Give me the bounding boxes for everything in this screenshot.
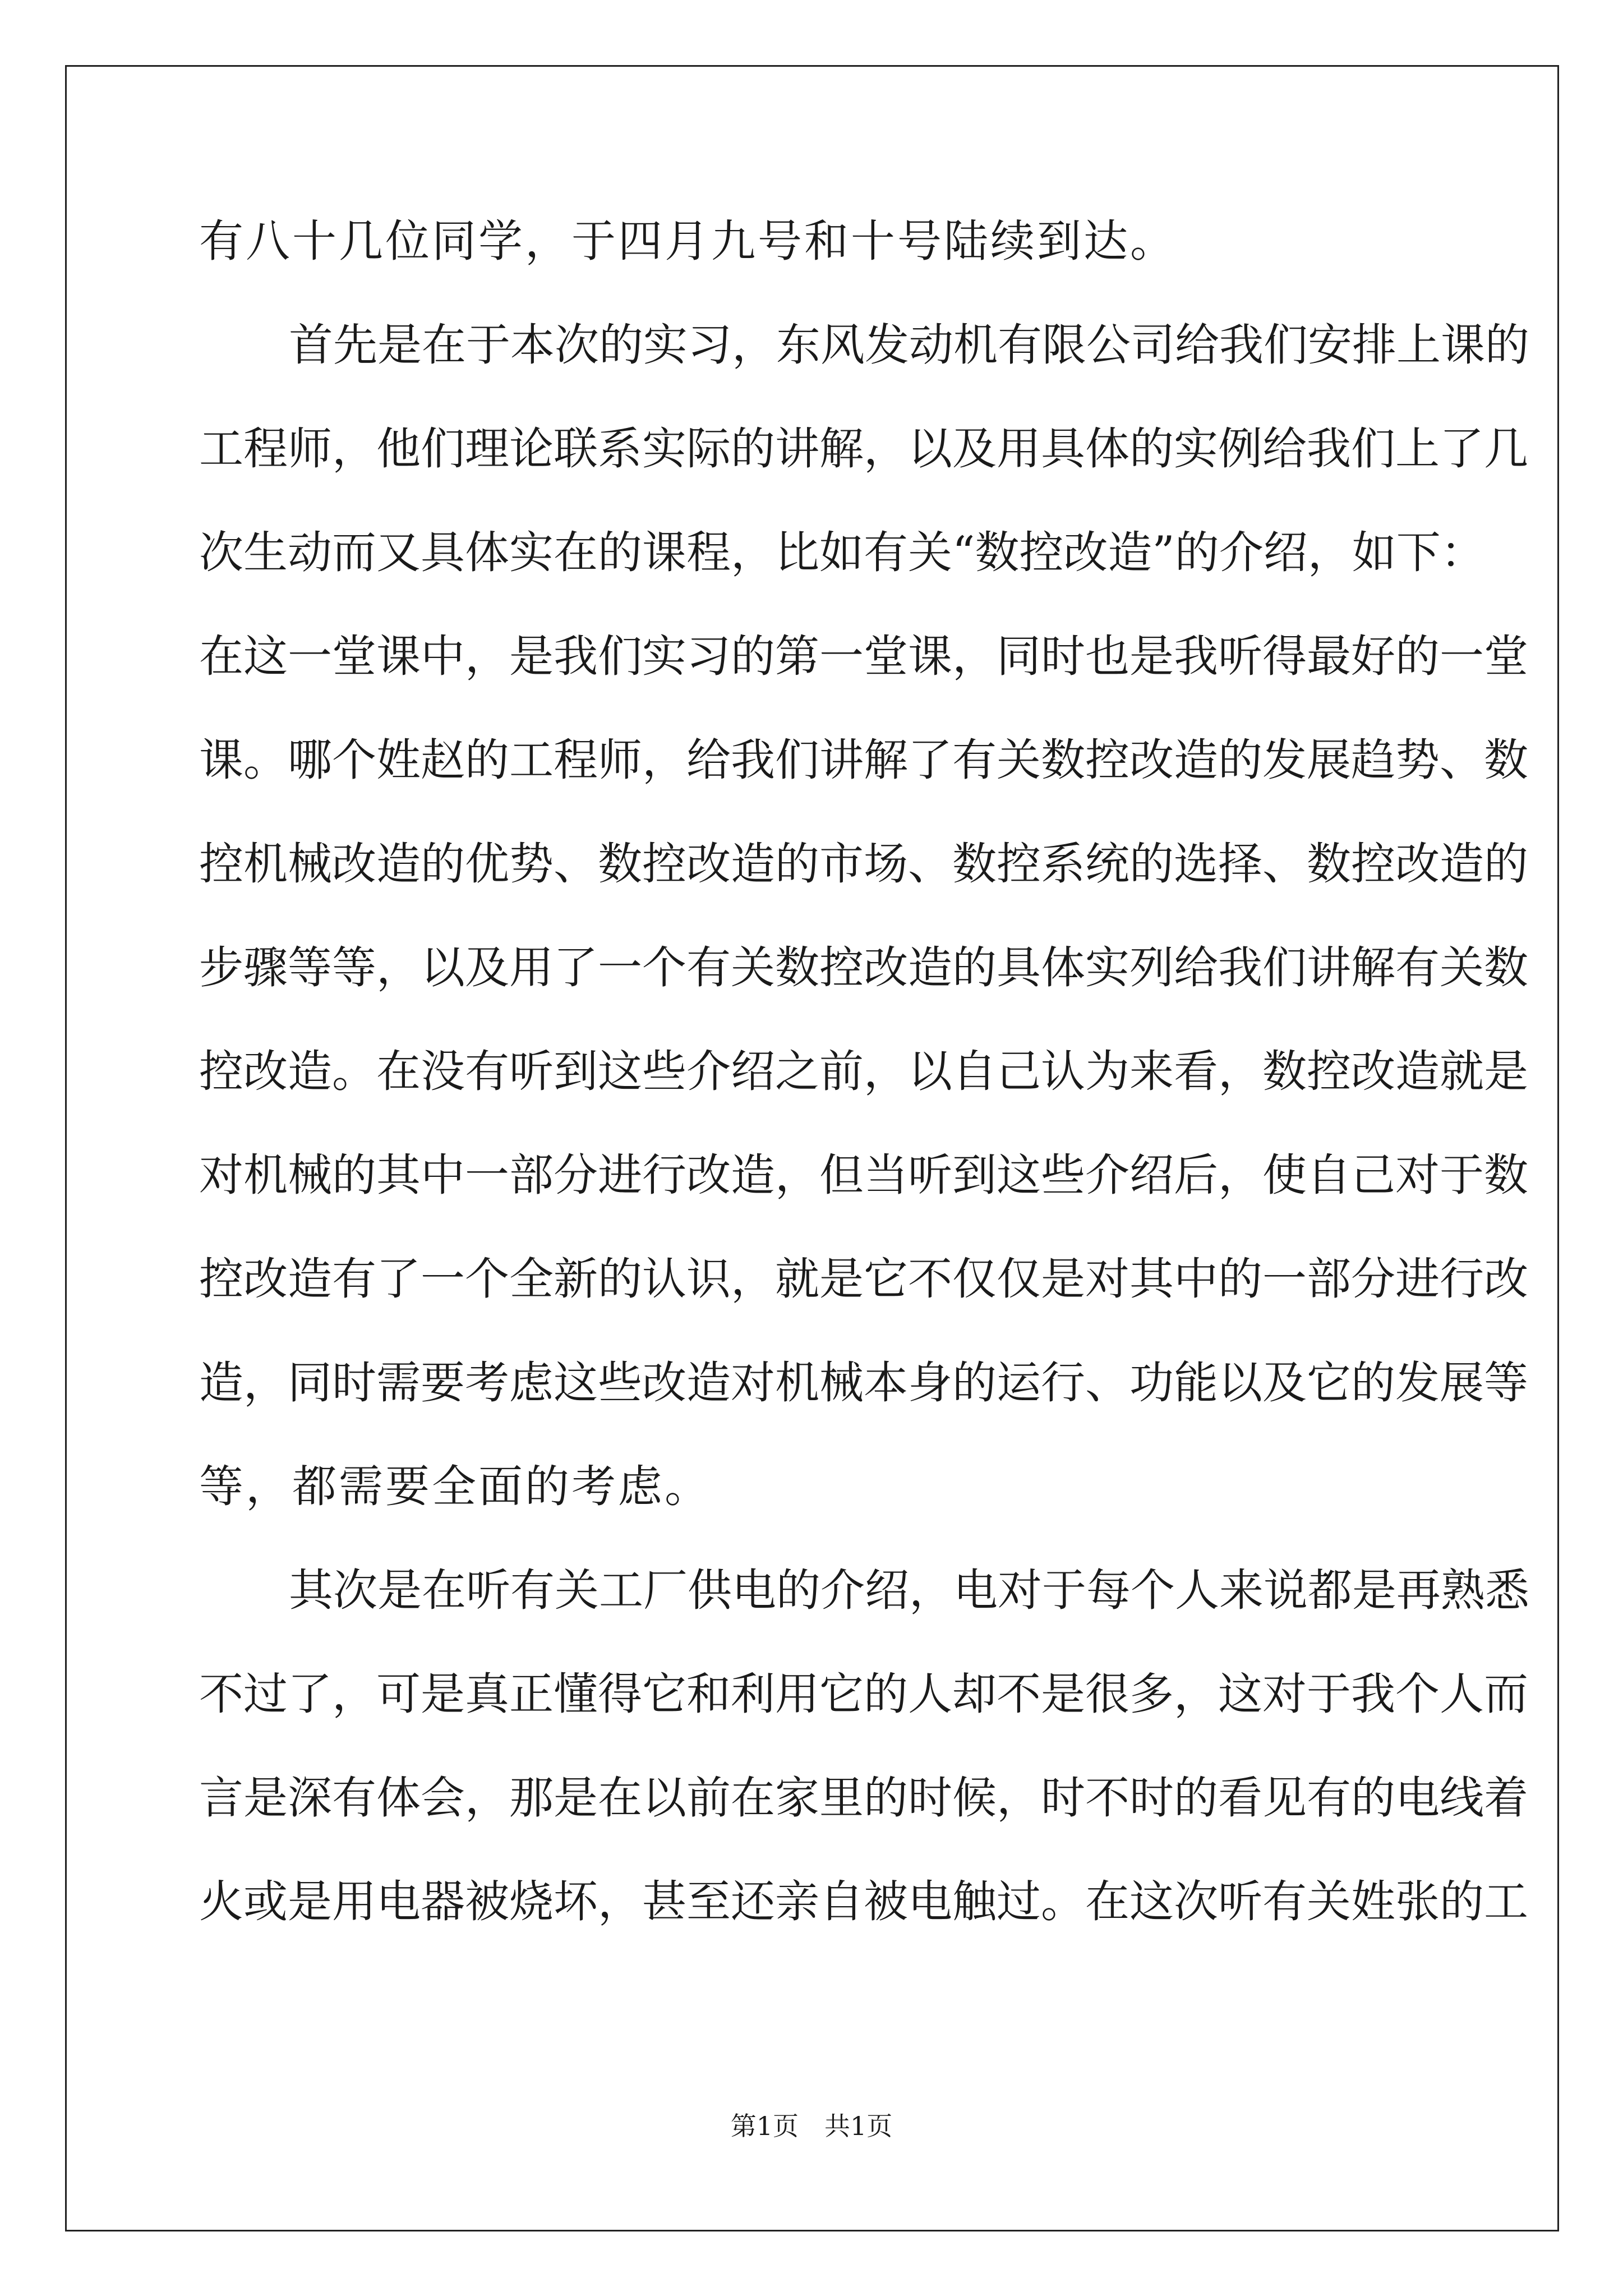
text-line: 控改造有了一个全新的认识，就是它不仅仅是对其中的一部分进行改 (199, 1253, 1528, 1305)
text-line: 首先是在于本次的实习，东风发动机有限公司给我们安排上课的 (289, 319, 1529, 371)
text-line: 控改造。在没有听到这些介绍之前，以自己认为来看，数控改造就是 (199, 1046, 1528, 1097)
text-line: 课。哪个姓赵的工程师，给我们讲解了有关数控改造的发展趋势、数 (199, 734, 1528, 786)
page-number: 第1页 (730, 2111, 799, 2141)
text-line: 造，同时需要考虑这些改造对机械本身的运行、功能以及它的发展等 (199, 1357, 1528, 1409)
text-line: 对机械的其中一部分进行改造，但当听到这些介绍后，使自己对于数 (199, 1149, 1528, 1201)
text-line: 步骤等等，以及用了一个有关数控改造的具体实列给我们讲解有关数 (199, 942, 1528, 993)
page-footer (0, 2109, 1623, 2143)
text-line: 言是深有体会，那是在以前在家里的时候，时不时的看见有的电线着 (199, 1772, 1528, 1824)
text-line: 控机械改造的优势、数控改造的市场、数控系统的选择、数控改造的 (199, 838, 1528, 890)
text-line: 等，都需要全面的考虑。 (199, 1461, 711, 1512)
text-line: 工程师，他们理论联系实际的讲解，以及用具体的实例给我们上了几 (199, 423, 1528, 475)
text-line: 在这一堂课中，是我们实习的第一堂课，同时也是我听得最好的一堂 (199, 631, 1528, 682)
text-line: 次生动而又具体实在的课程，比如有关“数控改造”的介绍，如下： (199, 527, 1485, 578)
text-line: 不过了，可是真正懂得它和利用它的人却不是很多，这对于我个人而 (199, 1668, 1528, 1720)
text-line: 有八十几位同学，于四月九号和十号陆续到达。 (199, 215, 1177, 267)
page-total: 共1页 (824, 2111, 893, 2141)
text-line: 其次是在听有关工厂供电的介绍，电对于每个人来说都是再熟悉 (289, 1565, 1529, 1616)
text-line: 火或是用电器被烧坏，甚至还亲自被电触过。在这次听有关姓张的工 (199, 1876, 1528, 1927)
